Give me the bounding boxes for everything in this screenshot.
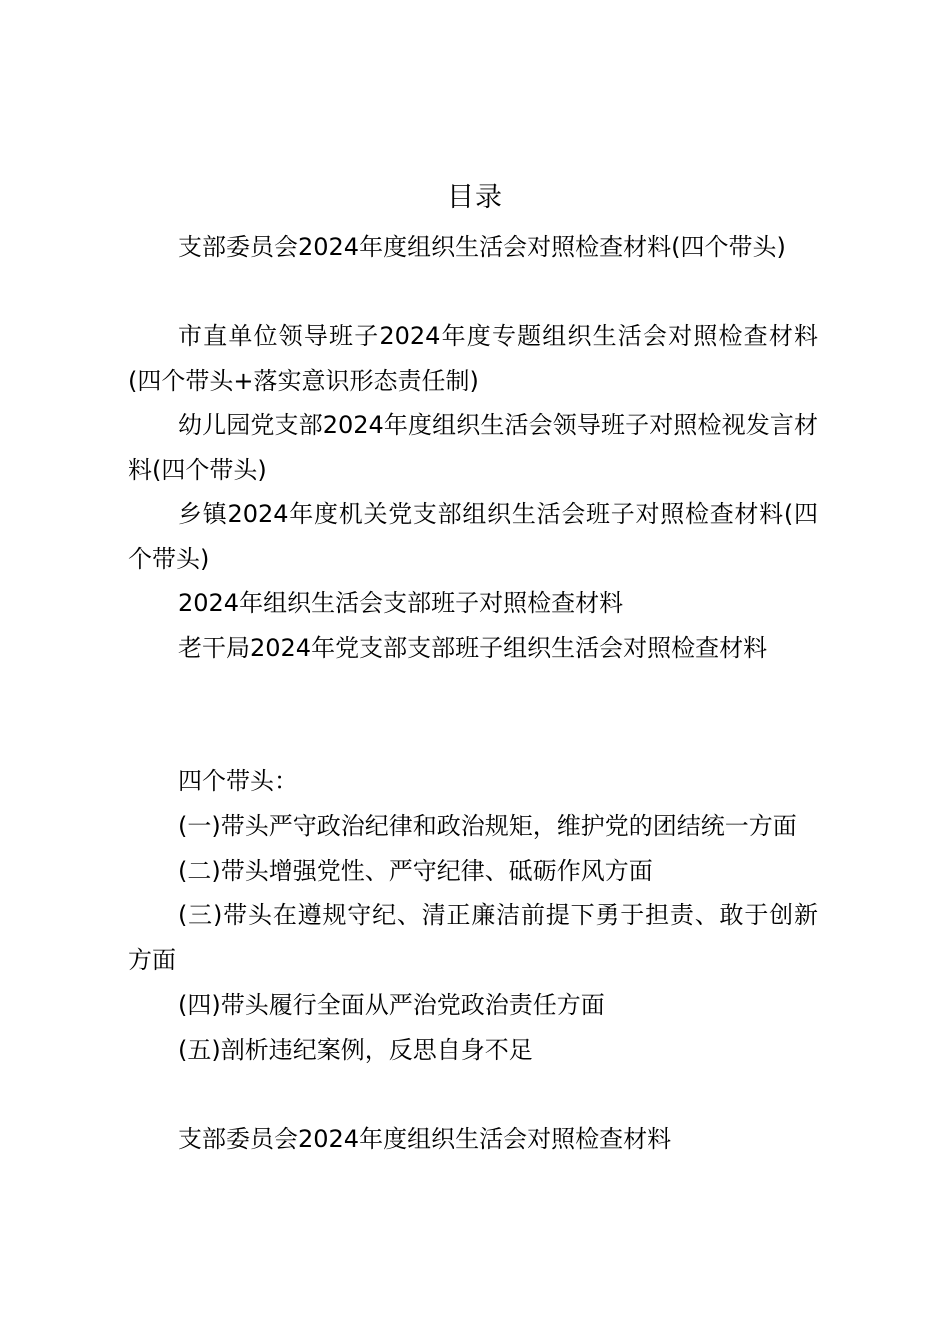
toc-entry: 2024年组织生活会支部班子对照检查材料: [178, 589, 624, 617]
section-heading: 四个带头：: [178, 767, 298, 795]
list-item: (四)带头履行全面从严治党政治责任方面: [178, 991, 605, 1019]
list-item: (五)剖析违纪案例，反思自身不足: [178, 1036, 533, 1064]
list-item: (一)带头严守政治纪律和政治规矩，维护党的团结统一方面: [178, 812, 797, 840]
list-item: (二)带头增强党性、严守纪律、砥砺作风方面: [178, 857, 653, 885]
document-heading: 支部委员会2024年度组织生活会对照检查材料: [178, 1125, 672, 1153]
toc-entry: 老干局2024年党支部支部班子组织生活会对照检查材料: [178, 634, 768, 662]
list-item: (三)带头在遵规守纪、清正廉洁前提下勇于担责、敢于创新方面: [128, 901, 818, 974]
toc-entry: 支部委员会2024年度组织生活会对照检查材料(四个带头): [178, 233, 786, 261]
toc-entry: 市直单位领导班子2024年度专题组织生活会对照检查材料(四个带头+落实意识形态责任制): [128, 322, 818, 395]
toc-entry: 乡镇2024年度机关党支部组织生活会班子对照检查材料(四个带头): [128, 500, 818, 573]
page-title: 目录: [447, 182, 503, 213]
toc-entry: 幼儿园党支部2024年度组织生活会领导班子对照检视发言材料(四个带头): [128, 411, 818, 484]
